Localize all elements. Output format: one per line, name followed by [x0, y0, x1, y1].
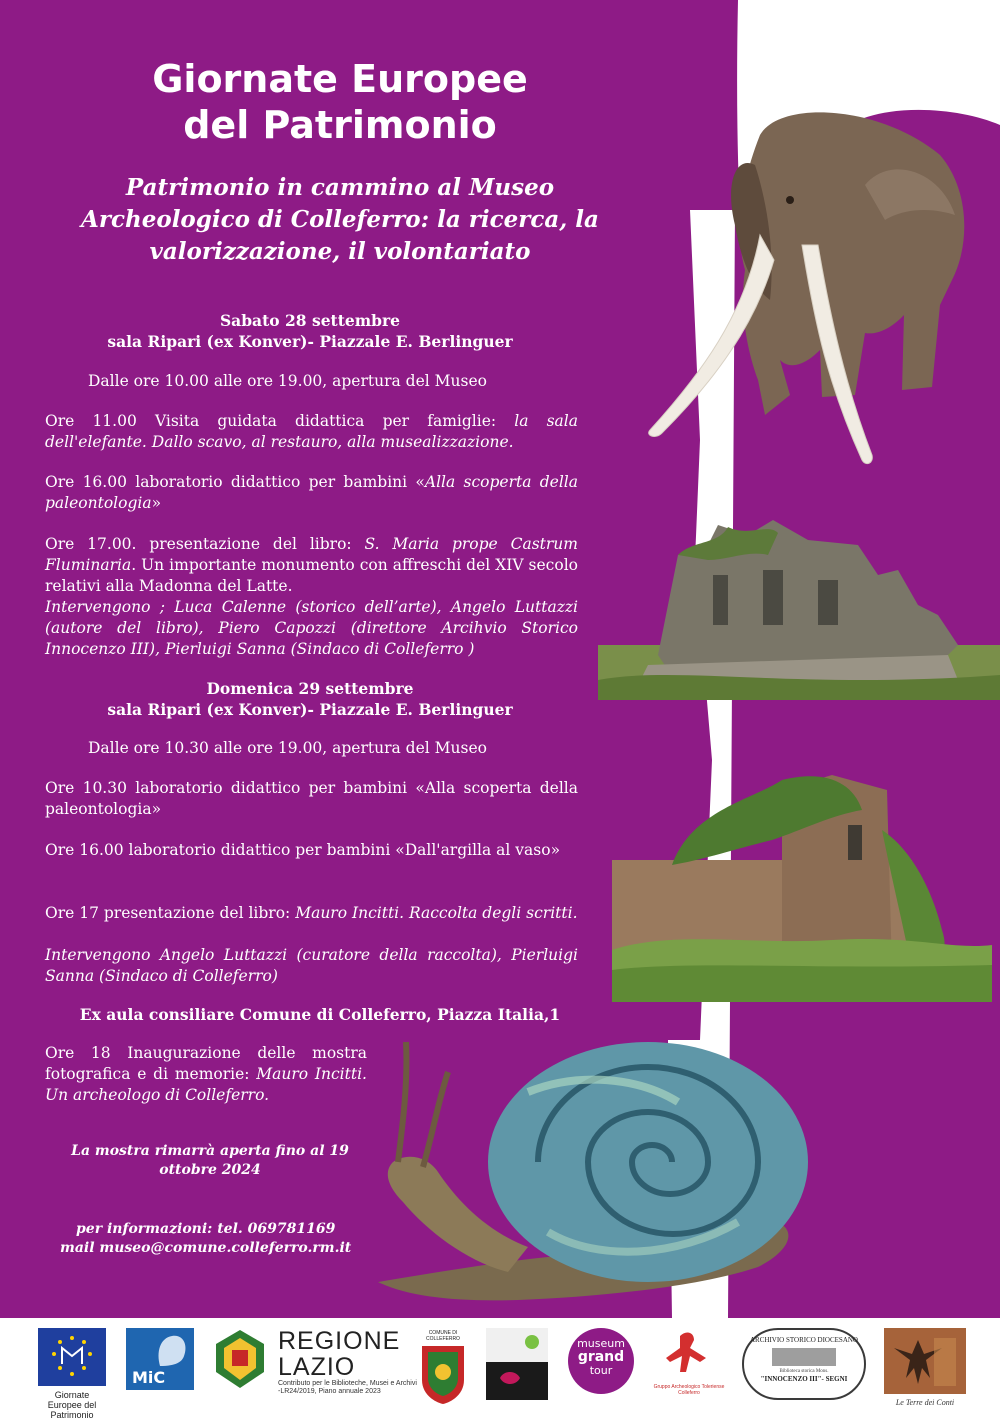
regione-caption: Contributo per le Biblioteche, Musei e Archivi -LR24/2019, Piano annuale 2023	[278, 1380, 417, 1395]
day1-event-3-desc: . Un importante monumento con affreschi del XIV secolo relativi alla Madonna del Latte.	[45, 556, 578, 595]
mic-head-icon	[152, 1332, 190, 1368]
ex-aula-venue: Ex aula consiliare Comune di Colleferro, Piazza Italia,1	[79, 1005, 561, 1024]
day2-date: Domenica 29 settembre	[206, 679, 414, 698]
day2-event-3-speakers: Intervengono Angelo Luttazzi (curatore della raccolta), Pierluigi Sanna (Sindaco di Colleferro)	[45, 946, 578, 985]
contact-email: mail museo@comune.colleferro.rm.it	[60, 1240, 352, 1256]
day1-event-2	[45, 472, 578, 514]
ex-aula-event-text: Ore 18 Inaugurazione delle mostra fotografica e di memorie:	[45, 1044, 367, 1083]
day1-event-1	[45, 411, 578, 453]
archivio-label-2: "INNOCENZO III"- SEGNI	[760, 1375, 848, 1383]
day2-event-3-title: Mauro Incitti. Raccolta degli scritti.	[295, 904, 578, 922]
logo-museum-grand-tour	[568, 1328, 634, 1394]
archivio-building-icon	[772, 1348, 836, 1366]
main-title-line-1: Giornate Europee	[152, 57, 528, 101]
regione-label-2: LAZIO	[278, 1353, 356, 1381]
ruins-image-1	[598, 515, 1000, 700]
day2-header	[40, 678, 580, 720]
subtitle-line-2: Archeologico di Colleferro: la ricerca, la	[81, 206, 599, 233]
logo-mic	[126, 1328, 194, 1390]
terre-caption: Le Terre dei Conti	[895, 1398, 955, 1407]
logo-terre-dei-conti	[884, 1328, 966, 1408]
gruppo-logo-icon	[486, 1328, 548, 1400]
subtitle-line-1: Patrimonio in cammino al Museo	[125, 174, 555, 201]
ruins-image-2	[612, 770, 992, 1002]
region-crest-icon	[212, 1328, 268, 1390]
ex-aula-event	[45, 1043, 367, 1106]
subtitle	[20, 172, 660, 268]
day1-opening: Dalle ore 10.00 alle ore 19.00, apertura del Museo	[88, 372, 487, 390]
archivio-label-3: Biblioteca storica Mons.	[779, 1369, 829, 1374]
gruppo-archeologico-figure-icon	[650, 1328, 728, 1380]
day1-event-3-speakers: Intervengono ; Luca Calenne (storico dell’arte), Angelo Luttazzi (autore del libro), Piero Capozzi (direttore Arcihvio Storico Innocenzo III), Pierluigi Sanna (Sindaco di Colleferro )	[45, 598, 578, 658]
comune-caption: COMUNE DI COLLEFERRO	[426, 1330, 460, 1342]
logo-gruppo-archeologico	[650, 1328, 728, 1396]
main-title-line-2: del Patrimonio	[183, 103, 497, 147]
snail-image	[378, 1032, 818, 1304]
day1-event-2-text: Ore 16.00 laboratorio didattico per bambini «	[45, 473, 425, 491]
terre-dei-conti-eagle-icon	[884, 1328, 966, 1394]
contact-info	[60, 1220, 360, 1258]
day1-event-3	[45, 534, 578, 597]
day1-event-2-close: »	[151, 494, 162, 512]
regione-label-1: REGIONE	[278, 1327, 401, 1355]
day2-event-3-text: Ore 17 presentazione del libro:	[45, 904, 296, 922]
day2-event-1: Ore 10.30 laboratorio didattico per bambini «Alla scoperta della paleontologia»	[45, 779, 578, 818]
museum-label-1: museum	[577, 1337, 625, 1350]
contact-phone: per informazioni: tel. 069781169	[76, 1221, 336, 1237]
day1-event-1-title: la sala dell'elefante. Dallo scavo, al restauro, alla musealizzazione.	[45, 412, 578, 451]
gruppo-caption: Gruppo Archeologico Toleriense Colleferro	[653, 1384, 725, 1396]
elephant-image	[640, 95, 970, 475]
museum-label-3: tour	[589, 1364, 613, 1377]
day2-venue: sala Ripari (ex Konver)- Piazzale E. Berlinguer	[107, 700, 513, 719]
day1-header	[40, 310, 580, 352]
logo-archivio-storico	[742, 1328, 866, 1400]
logo-gep	[38, 1328, 106, 1420]
day1-venue: sala Ripari (ex Konver)- Piazzale E. Berlinguer	[107, 332, 513, 351]
ex-aula-event-title: Mauro Incitti. Un archeologo di Colleferro.	[45, 1065, 367, 1104]
gep-caption: Giornate Europee del Patrimonio	[47, 1390, 97, 1420]
day1-date: Sabato 28 settembre	[219, 311, 400, 330]
comune-shield-icon	[418, 1342, 468, 1406]
gep-flag-icon	[38, 1328, 106, 1386]
archivio-label-1: ARCHIVIO STORICO DIOCESANO	[750, 1336, 858, 1344]
museum-label-2: grand	[577, 1349, 625, 1365]
day1-event-3-text: Ore 17.00. presentazione del libro:	[45, 535, 365, 553]
mic-label: MiC	[132, 1368, 166, 1387]
day1-event-1-text: Ore 11.00 Visita guidata didattica per famiglie:	[45, 412, 515, 430]
exhibition-note: La mostra rimarrà aperta fino al 19 ottobre 2024	[71, 1143, 349, 1178]
day2-opening: Dalle ore 10.30 alle ore 19.00, apertura del Museo	[88, 739, 487, 757]
day2-event-3	[45, 903, 578, 924]
logo-comune	[418, 1330, 468, 1410]
subtitle-line-3: valorizzazione, il volontariato	[149, 238, 531, 265]
main-title	[40, 56, 640, 148]
day2-event-2: Ore 16.00 laboratorio didattico per bambini «Dall'argilla al vaso»	[45, 841, 561, 859]
logo-regione-lazio	[278, 1327, 417, 1396]
day1-event-2-title: Alla scoperta della paleontologia	[45, 473, 578, 512]
day1-event-3-title: S. Maria prope Castrum Fluminaria	[45, 535, 578, 574]
